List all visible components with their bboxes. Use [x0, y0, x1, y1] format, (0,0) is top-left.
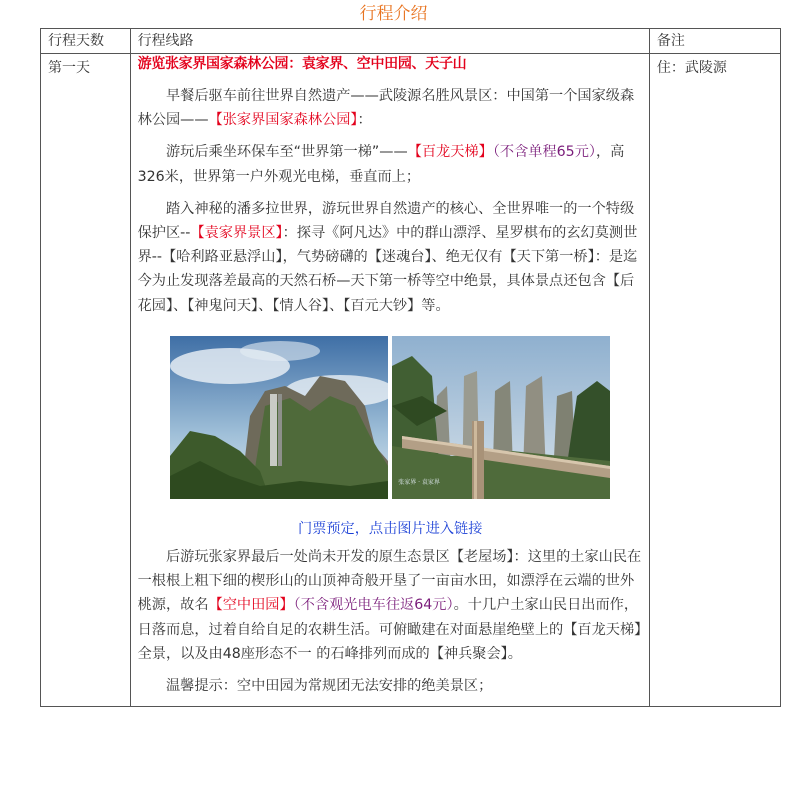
paragraph-text: 后游玩张家界最后一处尚未开发的原生态景区【老屋场】：这里的土家山民在一根根上粗下细的楔形山的山顶神奇般开垦了一亩亩水田，如漂浮在云端的世外桃源，故名 — [137, 549, 642, 614]
paragraph-sky-garden — [138, 545, 643, 666]
photo-watermark: 张家界 · 袁家界 — [398, 478, 440, 486]
paragraph-text: ：探寻《阿凡达》中的群山漂浮、星罗棋布的玄幻莫测世界--【哈利路亚悬浮山】，气势磅礴的【迷魂台】、绝无仅有【天下第一桥】：是迄今为止发现落差最高的天然石桥—天下第一桥等空中绝景，具体景点还包含【后花园】、【神鬼问天】、【情人谷】、【百元大钞】等。 — [137, 225, 638, 314]
paragraph-text: 早餐后驱车前往世界自然遗产——武陵源名胜风景区：中国第一个国家级森林公园—— — [137, 88, 635, 129]
paragraph-elevator — [138, 140, 643, 188]
paragraph-text: 踏入神秘的潘多拉世界，游玩世界自然遗产的核心、全世界唯一的一个特级保护区-- — [137, 200, 635, 242]
route-cell — [130, 54, 649, 707]
table-row — [41, 54, 781, 707]
highlight-forest-park: 【张家界国家森林公园】 — [208, 112, 358, 129]
paragraph-text: ： — [357, 112, 372, 129]
route-title: 游览张家界国家森林公园：袁家界、空中田园、天子山 — [137, 56, 467, 72]
header-day: 行程天数 — [41, 29, 131, 54]
header-note: 备注 — [649, 29, 780, 54]
highlight-bailong-elevator: 【百龙天梯】 — [407, 144, 493, 161]
photo-tianzi-mountain[interactable] — [392, 336, 610, 499]
table-header-row — [41, 29, 781, 54]
paragraph-text: 。十几户土家山民日出而作，日落而息，过着自给自足的农耕生活。可俯瞰建在对面悬崖绝壁上的【百龙天梯】全景，以及由48座形态不一 的石峰排列而成的【神兵聚会】。 — [137, 597, 642, 662]
photo-row — [138, 336, 643, 499]
paragraph-text: 游玩后乘坐环保车至“世界第一梯”—— — [165, 144, 408, 161]
header-route: 行程线路 — [130, 29, 649, 54]
paragraph-yuanjiajie — [138, 197, 643, 318]
price-note: （不含观光电车往返64元） — [293, 597, 454, 614]
day-cell: 第一天 — [41, 54, 131, 707]
paragraph-tip: 温馨提示：空中田园为常规团无法安排的绝美景区； — [165, 678, 493, 695]
note-cell: 住：武陵源 — [649, 54, 780, 707]
price-note: （不含单程65元） — [492, 144, 596, 161]
paragraph-text: ，高326米，世界第一户外观光电梯，垂直而上； — [137, 144, 625, 185]
highlight-yuanjiajie: 【袁家界景区】 — [190, 225, 283, 242]
paragraph-intro — [138, 84, 643, 132]
itinerary-table — [40, 28, 781, 707]
photo-bailong-elevator[interactable] — [170, 336, 388, 499]
highlight-sky-garden: 【空中田园】 — [208, 597, 294, 614]
page-title: 行程介绍 — [359, 4, 428, 24]
ticket-booking-link[interactable]: 门票预定，点击图片进入链接 — [297, 520, 483, 537]
